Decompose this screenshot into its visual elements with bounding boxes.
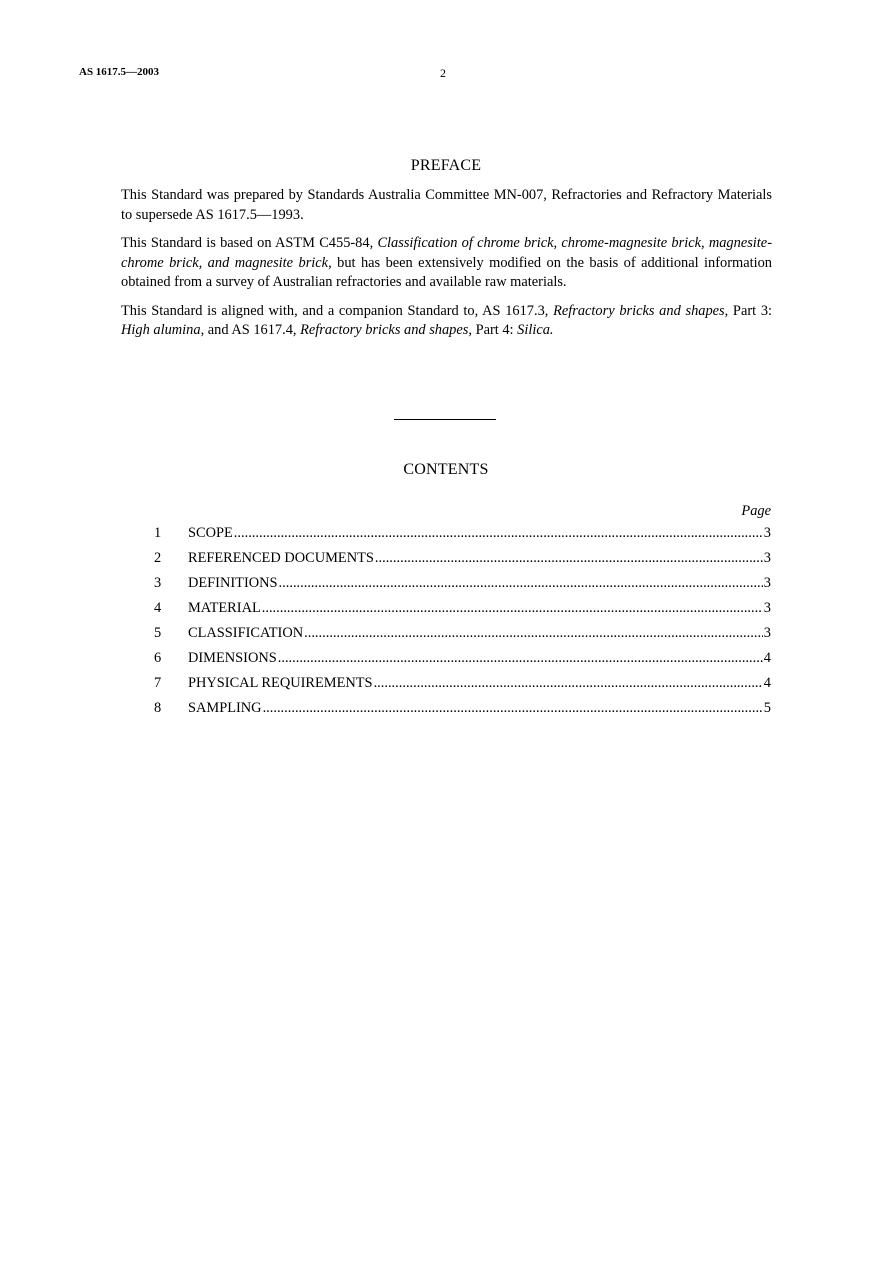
toc-entry[interactable] [150,623,771,648]
preface-p2-text: , but has been extensively modified on the basis of additional information obtained from a survey of Australian refractories and available raw materials. [121,254,773,290]
toc-leader-dots [374,673,763,693]
toc-entry-page: 4 [763,650,771,666]
toc-entry[interactable] [150,698,771,723]
toc-entry-number: 3 [154,575,162,591]
toc-entry-page: 5 [763,700,771,716]
toc-leader-dots [279,573,763,593]
toc-page-column-label: Page [741,503,771,519]
toc-entry-number: 6 [154,650,162,666]
toc-entry[interactable] [150,598,771,623]
toc-entry-number: 8 [154,700,162,716]
companion-standard-title: Refractory bricks and shapes [300,322,469,338]
preface-p3-text: , Part 3: [724,302,773,319]
toc-entry-title: DIMENSIONS [188,650,277,666]
toc-entry-number: 7 [154,675,162,691]
toc-entry-page: 4 [763,675,771,691]
preface-title: PREFACE [410,157,482,174]
companion-standard-title: Refractory bricks and shapes [553,302,725,319]
preface-p3-text: , Part 4: [468,322,518,338]
section-divider [394,419,496,420]
referenced-standard-title: Classification of chrome brick, chrome-magnesite brick, magnesite-chrome brick, and magnesite brick [121,235,772,271]
toc-entry-title: PHYSICAL REQUIREMENTS [188,675,373,691]
toc-entry-title: SCOPE [188,525,233,541]
contents-title: CONTENTS [403,461,489,478]
toc-entry-page: 3 [763,625,771,641]
toc-entry-number: 2 [154,550,162,566]
toc-leader-dots [375,548,763,568]
toc-entry-title: SAMPLING [188,700,262,716]
toc-entry-title: MATERIAL [188,600,261,616]
toc-entry-number: 5 [154,625,162,641]
toc-entry-title: CLASSIFICATION [188,625,304,641]
toc-entry-number: 4 [154,600,162,616]
toc-entry-page: 3 [763,575,771,591]
toc-entry-page: 3 [763,525,771,541]
toc-leader-dots [263,698,763,718]
toc-leader-dots [278,648,763,668]
part-title: High alumina [121,322,201,338]
toc-entry-title: DEFINITIONS [188,575,278,591]
toc-entry[interactable] [150,648,771,673]
preface-paragraph-3 [121,302,772,341]
toc-leader-dots [262,598,763,618]
part-title: Silica. [517,322,554,338]
document-id: AS 1617.5—2003 [79,66,160,78]
toc-entry[interactable] [150,523,771,548]
toc-entry-page: 3 [763,600,771,616]
toc-entry-page: 3 [763,550,771,566]
toc-entry[interactable] [150,573,771,598]
table-of-contents [150,501,771,723]
toc-leader-dots [234,523,763,543]
toc-entry[interactable] [150,548,771,573]
preface-p3-text: , and AS 1617.4, [200,322,301,338]
preface-paragraph-1: This Standard was prepared by Standards Australia Committee MN-007, Refractories and Refractory Materials to supersede AS 1617.5—1993. [121,187,772,223]
preface-paragraph-2 [121,234,772,293]
page-number: 2 [440,66,446,80]
toc-leader-dots [304,623,763,643]
preface-body [121,186,772,341]
preface-p3-text: This Standard is aligned with, and a companion Standard to, AS 1617.3, [121,302,554,319]
toc-entry-number: 1 [154,525,162,541]
toc-entry-title: REFERENCED DOCUMENTS [188,550,374,566]
toc-entry[interactable] [150,673,771,698]
preface-p2-text: This Standard is based on ASTM C455-84, [121,235,378,251]
